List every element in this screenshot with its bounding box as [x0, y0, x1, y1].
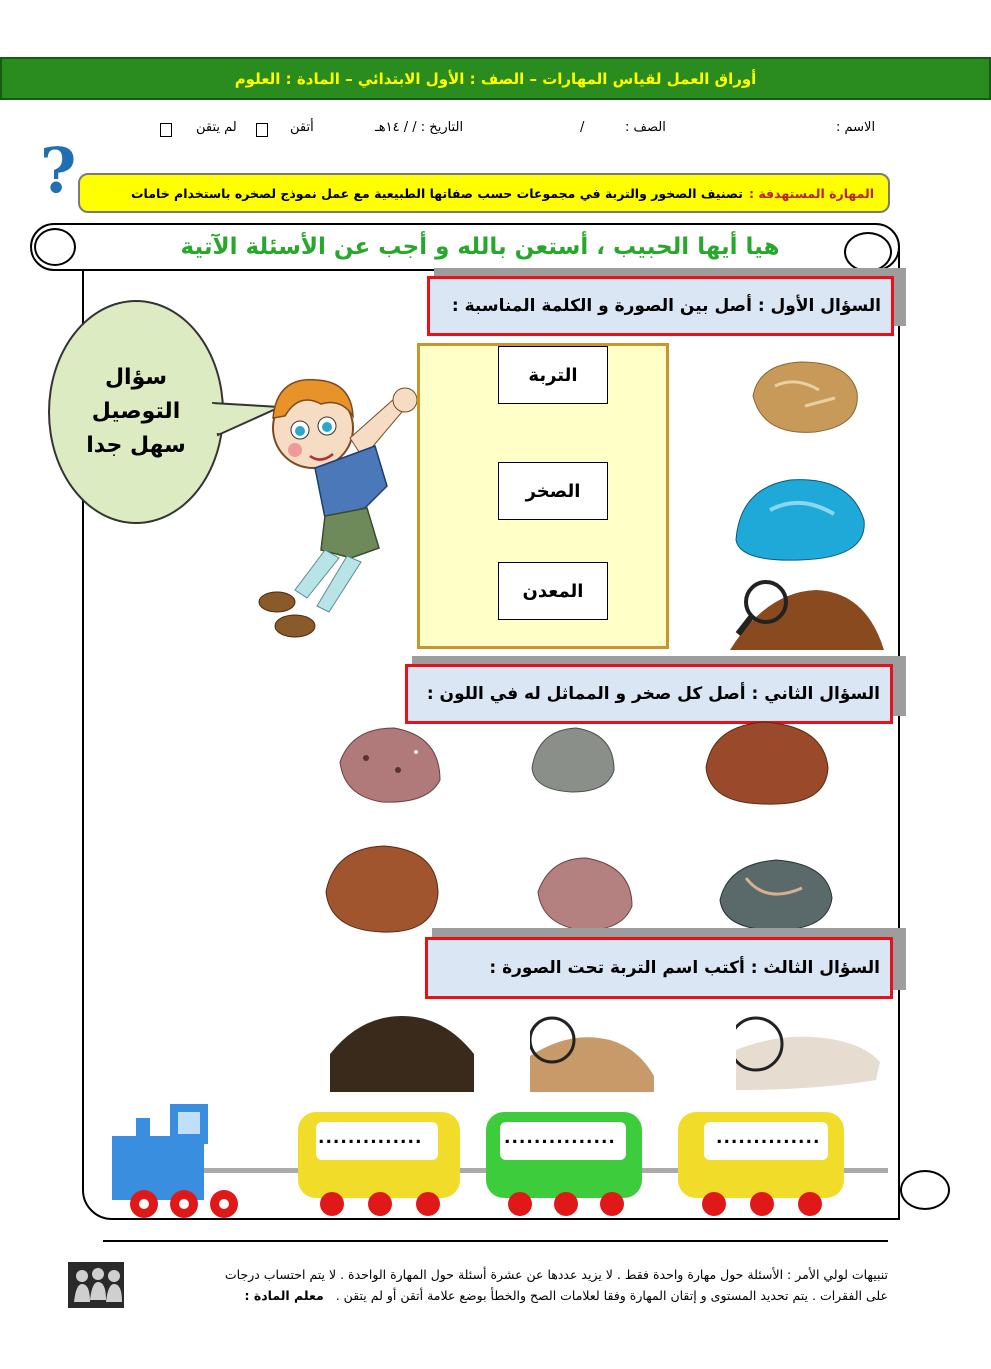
word-soil[interactable]: التربة — [498, 346, 608, 404]
bubble-line-1: سؤال — [104, 364, 168, 390]
parent-notes — [150, 1264, 888, 1307]
mastered-checkbox[interactable] — [256, 119, 268, 138]
name-label: الاسم : — [836, 120, 876, 135]
speech-bubble — [48, 300, 224, 524]
question-3-box — [425, 937, 893, 999]
mastered-label: أتقن — [290, 120, 314, 135]
people-logo-icon — [68, 1262, 124, 1308]
class-label: الصف : — [625, 120, 666, 135]
not-mastered-label: لم يتقن — [196, 120, 237, 135]
worksheet-title-bar — [0, 57, 991, 100]
question-1-box — [427, 276, 894, 336]
bubble-line-2: التوصيل — [91, 398, 181, 424]
target-skill-label: المهارة المستهدفة : — [749, 185, 874, 201]
granite-rock-bottom-middle — [534, 852, 638, 934]
brown-rock-top-right — [702, 716, 832, 808]
word-rock[interactable]: الصخر — [498, 462, 608, 520]
date-label: التاريخ : / / ١٤هـ — [375, 120, 464, 135]
sandy-soil-image — [530, 1016, 654, 1092]
notes-line-2: على الفقرات . يتم تحديد المستوى و إتقان المهارة وفقا لعلامات الصح والخطأ بوضع علامة أتقن أو لم يتقن . — [335, 1288, 888, 1304]
worksheet-title: أوراق العمل لقياس المهارات – الصف : الأول الابتدائي – المادة : العلوم — [234, 69, 757, 88]
question-2-box — [405, 664, 893, 724]
scroll-curl-bottom — [900, 1170, 950, 1210]
brown-rock-bottom-left — [322, 840, 442, 936]
clay-soil-image — [330, 1012, 474, 1092]
notes-line-1: تنبيهات لولي الأمر : الأسئلة حول مهارة واحدة فقط . لا يزيد عددها عن عشرة أسئلة حول المهارة الواحدة . لا يتم احتساب درجات — [224, 1267, 888, 1282]
scroll-curl-right — [844, 232, 892, 272]
question-1-text: السؤال الأول : أصل بين الصورة و الكلمة المناسبة : — [451, 296, 881, 316]
not-mastered-checkbox[interactable] — [160, 119, 172, 138]
train-illustration — [100, 1098, 890, 1222]
boy-illustration — [255, 358, 435, 650]
answer-blank-3[interactable]: .............. — [716, 1128, 821, 1148]
rock-image — [745, 356, 865, 436]
granite-rock-top-left — [336, 722, 446, 806]
question-3-text: السؤال الثالث : أكتب اسم التربة تحت الصورة : — [489, 958, 880, 978]
gray-rock-top-middle — [528, 722, 618, 794]
bubble-line-3: سهل جدا — [86, 433, 186, 459]
mineral-image — [730, 470, 870, 564]
target-skill-text: تصنيف الصخور والتربة في مجموعات حسب صفاتها الطبيعية مع عمل نموذج لصخره باستخدام خامات — [131, 185, 743, 201]
teacher-label: معلم المادة : — [244, 1288, 324, 1304]
gray-rock-bottom-right — [716, 854, 836, 934]
encouragement-banner: هيا أيها الحبيب ، أستعن بالله و أجب عن الأسئلة الآتية — [180, 234, 780, 260]
white-sand-image — [736, 1014, 880, 1090]
bottom-divider — [103, 1240, 888, 1242]
soil-magnifier-image — [726, 572, 886, 652]
word-mineral[interactable]: المعدن — [498, 562, 608, 620]
question-mark-icon: ? — [40, 134, 77, 207]
class-separator: / — [580, 120, 585, 135]
target-skill-box — [78, 173, 890, 213]
scroll-curl-left — [34, 228, 76, 266]
answer-blank-2[interactable]: ............... — [504, 1128, 616, 1148]
question-2-text: السؤال الثاني : أصل كل صخر و المماثل له في اللون : — [426, 684, 880, 704]
answer-blank-1[interactable]: .............. — [318, 1128, 423, 1148]
